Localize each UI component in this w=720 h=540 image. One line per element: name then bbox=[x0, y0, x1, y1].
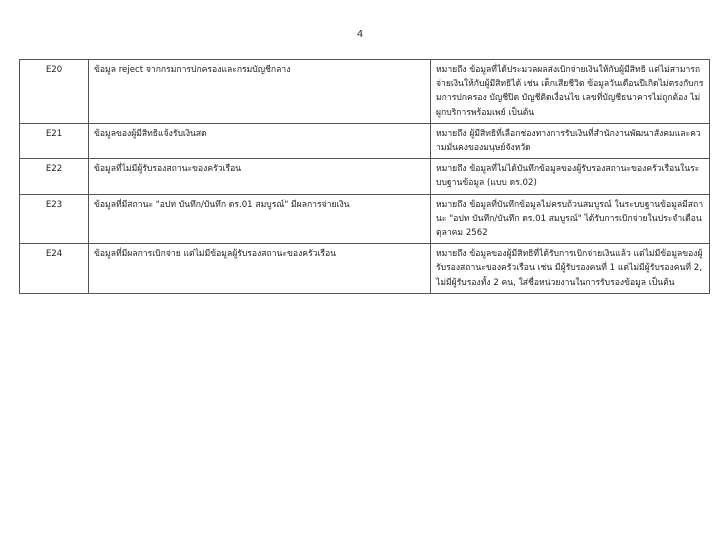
error-name-cell: ข้อมูลของผู้มีสิทธิแจ้งรับเงินสด bbox=[89, 123, 431, 158]
error-description-cell: หมายถึง ข้อมูลที่ได้ประมวลผลส่งเบิกจ่ายเงินให้กับผู้มีสิทธิ แต่ไม่สามารถจ่ายเงินให้กับผู้มีสิทธิได้ เช่น เด็กเสียชีวิต ข้อมูลวันเดือนปีเกิดไม่ตรงกับกรมการปกครอง บัญชีปิด บัญชีติดเงื่อนไข เลขที่บัญชีธนาคารไม่ถูกต้อง ไม่ผูกบริการพร้อมเพย์ เป็นต้น bbox=[431, 60, 710, 124]
error-name-cell: ข้อมูลที่มีสถานะ "อปท บันทึก/บันทึก ดร.01 สมบูรณ์" มีผลการจ่ายเงิน bbox=[89, 194, 431, 244]
error-code-cell: E23 bbox=[20, 194, 89, 244]
error-code-cell: E21 bbox=[20, 123, 89, 158]
error-description-cell: หมายถึง ข้อมูลที่ไม่ได้บันทึกข้อมูลของผู้รับรองสถานะของครัวเรือนในระบบฐานข้อมูล (แบบ ดร.02) bbox=[431, 159, 710, 194]
error-code-cell: E20 bbox=[20, 60, 89, 124]
error-code-cell: E24 bbox=[20, 244, 89, 294]
error-name-cell: ข้อมูล reject จากกรมการปกครองและกรมบัญชีกลาง bbox=[89, 60, 431, 124]
table-row bbox=[20, 244, 710, 294]
table-row bbox=[20, 159, 710, 194]
error-name-cell: ข้อมูลที่มีผลการเบิกจ่าย แต่ไม่มีข้อมูลผู้รับรองสถานะของครัวเรือน bbox=[89, 244, 431, 294]
table-row bbox=[20, 194, 710, 244]
error-code-table bbox=[19, 59, 710, 294]
error-name-cell: ข้อมูลที่ไม่มีผู้รับรองสถานะของครัวเรือน bbox=[89, 159, 431, 194]
table-row bbox=[20, 123, 710, 158]
error-description-cell: หมายถึง ข้อมูลของผู้มีสิทธิที่ได้รับการเบิกจ่ายเงินแล้ว แต่ไม่มีข้อมูลของผู้รับรองสถานะของครัวเรือน เช่น มีผู้รับรองคนที่ 1 แต่ไม่มีผู้รับรองคนที่ 2, ไม่มีผู้รับรองทั้ง 2 คน, ใส่ชื่อหน่วยงานในการรับรองข้อมูล เป็นต้น bbox=[431, 244, 710, 294]
error-description-cell: หมายถึง ผู้มีสิทธิที่เลือกช่องทางการรับเงินที่สำนักงานพัฒนาสังคมและความมั่นคงของมนุษย์จังหวัด bbox=[431, 123, 710, 158]
table-row bbox=[20, 60, 710, 124]
error-code-cell: E22 bbox=[20, 159, 89, 194]
error-description-cell: หมายถึง ข้อมูลที่บันทึกข้อมูลไม่ครบถ้วนสมบูรณ์ ในระบบฐานข้อมูลมีสถานะ "อปท บันทึก/บันทึก ดร.01 สมบูรณ์" ได้รับการเบิกจ่ายในประจำเดือนตุลาคม 2562 bbox=[431, 194, 710, 244]
page-number: 4 bbox=[356, 29, 364, 40]
